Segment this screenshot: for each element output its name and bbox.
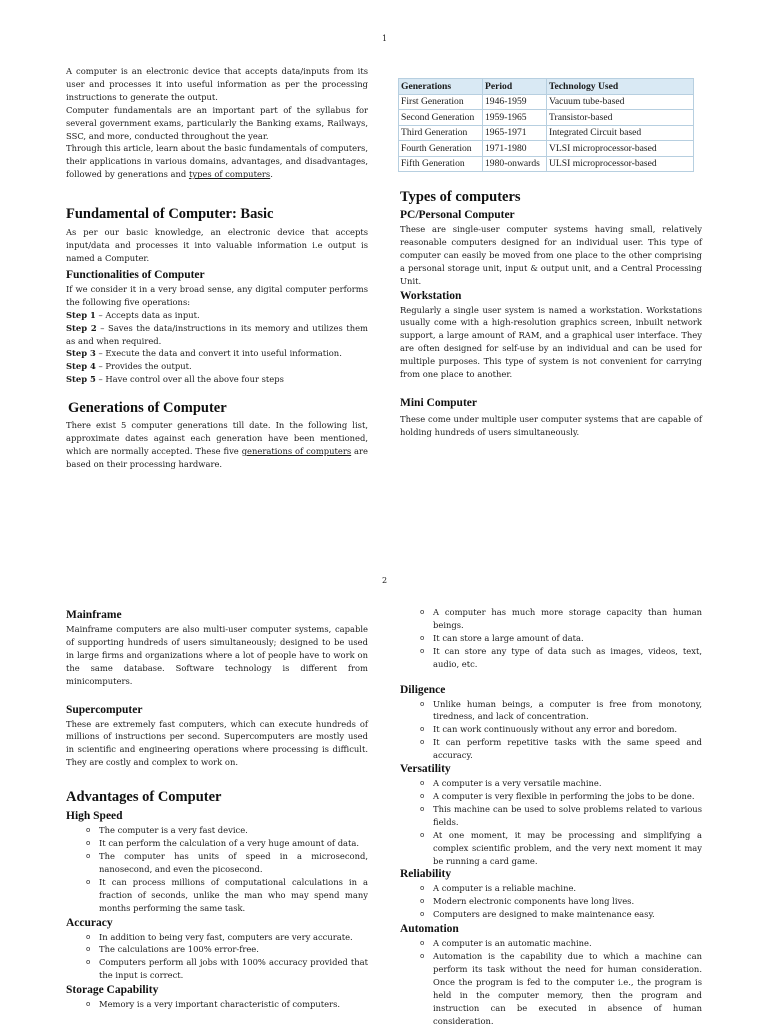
- list-item: o A computer is a reliable machine.: [400, 882, 702, 895]
- storage-list-left: [66, 998, 368, 1011]
- list-item: o A computer has much more storage capacity than human beings.: [400, 606, 702, 632]
- workstation-text: Regularly a single user system is named a workstation. Workstations usually come with a high-resolution graphics screen, inbuilt network support, a large amount of RAM, and a graphical user interface. They are often designed for self-use by an individual and can be used for multiple purposes. This type of system is not convenient for carrying from one place to another.: [400, 304, 702, 380]
- list-item: o This machine can be used to solve problems related to various fields.: [400, 803, 702, 829]
- list-item: o At one moment, it may be processing and simplifying a complex scientific problem, and the very next moment it may be running a card game.: [400, 829, 702, 868]
- step-item: Step 3 – Execute the data and convert it into useful information.: [66, 348, 342, 359]
- table-header-cell: Generations: [399, 79, 483, 95]
- table-row: [399, 125, 694, 141]
- list-item: o It can work continuously without any error and boredom.: [400, 723, 702, 736]
- automation-heading: Automation: [400, 923, 459, 936]
- table-header-row: [399, 79, 694, 95]
- generations-heading: Generations of Computer: [68, 400, 227, 417]
- step-item: Step 5 – Have control over all the above four steps: [66, 374, 284, 385]
- list-item: o Unlike human beings, a computer is free from monotony, tiredness, and lack of concentration.: [400, 698, 702, 724]
- automation-list: [400, 937, 702, 1027]
- page2-left-column: [66, 608, 368, 1011]
- table-cell: 1971-1980: [483, 141, 547, 157]
- fundamental-heading: Fundamental of Computer: Basic: [66, 206, 274, 223]
- list-item: o Memory is a very important characteristic of computers.: [66, 998, 368, 1011]
- mini-computer-heading: Mini Computer: [400, 396, 477, 409]
- step-item: Step 1 – Accepts data as input.: [66, 309, 200, 320]
- table-cell: VLSI microprocessor-based: [547, 141, 694, 157]
- pc-heading: PC/Personal Computer: [400, 209, 515, 221]
- list-item: o It can store a large amount of data.: [400, 632, 702, 645]
- generations-table: [398, 78, 694, 172]
- accuracy-heading: Accuracy: [66, 916, 113, 929]
- diligence-list: [400, 698, 702, 763]
- page1-left-column: [66, 65, 368, 471]
- table-cell: 1965-1971: [483, 125, 547, 141]
- table-cell: Second Generation: [399, 110, 483, 126]
- list-item: o In addition to being very fast, computers are very accurate.: [66, 931, 368, 944]
- high-speed-list: [66, 824, 368, 914]
- list-item: o The computer has units of speed in a microsecond, nanosecond, and even the picosecond.: [66, 850, 368, 876]
- versatility-heading: Versatility: [400, 763, 451, 776]
- high-speed-heading: High Speed: [66, 810, 123, 823]
- intro-paragraph-2: Computer fundamentals are an important part of the syllabus for several government exams, particularly the Banking exams, Railways, SSC, and more, conducted throughout the year.: [66, 104, 368, 141]
- list-item: o It can perform repetitive tasks with the same speed and accuracy.: [400, 736, 702, 762]
- reliability-list: [400, 882, 702, 921]
- diligence-heading: Diligence: [400, 683, 446, 696]
- list-item: o Computers perform all jobs with 100% accuracy provided that the input is correct.: [66, 956, 368, 982]
- storage-list-right: [400, 606, 702, 671]
- table-header-cell: Period: [483, 79, 547, 95]
- types-of-computers-link[interactable]: types of computers: [188, 169, 271, 180]
- table-row: [399, 94, 694, 110]
- table-cell: 1946-1959: [483, 94, 547, 110]
- versatility-list: [400, 777, 702, 867]
- intro-paragraph-3: Through this article, learn about the basic fundamentals of computers, their applications in various domains, advantages, and disadvantages, followed by generations and types of computers.: [66, 143, 368, 180]
- page-number-2: 2: [382, 576, 388, 585]
- list-item: o Modern electronic components have long lives.: [400, 895, 702, 908]
- functionalities-intro: If we consider it in a very broad sense, any digital computer performs the following five operations:: [66, 283, 368, 307]
- list-item: o A computer is a very versatile machine.: [400, 777, 702, 790]
- workstation-heading: Workstation: [400, 289, 462, 302]
- table-cell: 1959-1965: [483, 110, 547, 126]
- step-item: Step 2 – Saves the data/instructions in its memory and utilizes them as and when required.: [66, 322, 368, 346]
- list-item: o It can perform the calculation of a very huge amount of data.: [66, 837, 368, 850]
- storage-heading: Storage Capability: [66, 984, 159, 997]
- table-header-cell: Technology Used: [547, 79, 694, 95]
- generations-of-computers-link[interactable]: generations of computers: [241, 445, 352, 456]
- list-item: o The calculations are 100% error-free.: [66, 943, 368, 956]
- list-item: o Automation is the capability due to which a machine can perform its task without the need for human consideration. Once the program is fed to the computer i.e., the program is held in the computer memory, then the program and instruction can be executed in absence of human consideration.: [400, 950, 702, 1027]
- advantages-heading: Advantages of Computer: [66, 789, 222, 806]
- page-number-1: 1: [382, 34, 388, 43]
- table-cell: Fourth Generation: [399, 141, 483, 157]
- fundamental-text: As per our basic knowledge, an electronic device that accepts input/data and processes it into valuable information i.e output is named a Computer.: [66, 227, 368, 263]
- list-item: o The computer is a very fast device.: [66, 824, 368, 837]
- table-cell: Fifth Generation: [399, 156, 483, 172]
- pc-text: These are single-user computer systems having small, relatively reasonable computers designed for an individual user. This type of computer can easily be moved from one place to the other comprising a personal storage unit, input & output unit, and a Central Processing Unit.: [400, 224, 702, 286]
- supercomputer-heading: Supercomputer: [66, 703, 143, 716]
- mainframe-heading: Mainframe: [66, 609, 122, 621]
- table-cell: ULSI microprocessor-based: [547, 156, 694, 172]
- list-item: o It can store any type of data such as images, videos, text, audio, etc.: [400, 645, 702, 671]
- table-cell: Transistor-based: [547, 110, 694, 126]
- list-item: o It can process millions of computational calculations in a fraction of seconds, unlike the man who may spend many months performing the same task.: [66, 876, 368, 915]
- table-cell: First Generation: [399, 94, 483, 110]
- list-item: o A computer is an automatic machine.: [400, 937, 702, 950]
- list-item: o A computer is very flexible in performing the jobs to be done.: [400, 790, 702, 803]
- table-row: [399, 156, 694, 172]
- table-cell: 1980-onwards: [483, 156, 547, 172]
- intro-paragraph-1: A computer is an electronic device that accepts data/inputs from its user and processes it into useful information as per the processing instructions to generate the output.: [66, 66, 368, 102]
- supercomputer-text: These are extremely fast computers, which can execute hundreds of millions of instructions per second. Supercomputers are mostly used in scientific and engineering operations where processing is difficult. They are costly and complex to work on.: [66, 718, 368, 768]
- table-cell: Third Generation: [399, 125, 483, 141]
- mini-computer-text: These come under multiple user computer systems that are capable of holding hundreds of users simultaneously.: [400, 413, 702, 437]
- steps-list: [66, 309, 368, 386]
- types-heading: Types of computers: [400, 189, 521, 205]
- reliability-heading: Reliability: [400, 868, 452, 881]
- functionalities-heading: Functionalities of Computer: [66, 268, 205, 281]
- table-cell: Vacuum tube-based: [547, 94, 694, 110]
- table-row: [399, 141, 694, 157]
- table-cell: Integrated Circuit based: [547, 125, 694, 141]
- page2-right-column: [400, 606, 702, 1027]
- page1-right-column: [400, 189, 702, 439]
- accuracy-list: [66, 931, 368, 983]
- mainframe-text: Mainframe computers are also multi-user computer systems, capable of supporting hundreds of users simultaneously; designed to be used in large firms and organizations where a lot of people have to work on the same database. Software technology is different from minicomputers.: [66, 624, 368, 686]
- step-item: Step 4 – Provides the output.: [66, 361, 192, 372]
- list-item: o Computers are designed to make maintenance easy.: [400, 908, 702, 921]
- table-row: [399, 110, 694, 126]
- generations-text: There exist 5 computer generations till date. In the following list, approximate dates against each generation have been mentioned, which are normally accepted. These five generations of computers are based on their processing hardware.: [66, 420, 368, 469]
